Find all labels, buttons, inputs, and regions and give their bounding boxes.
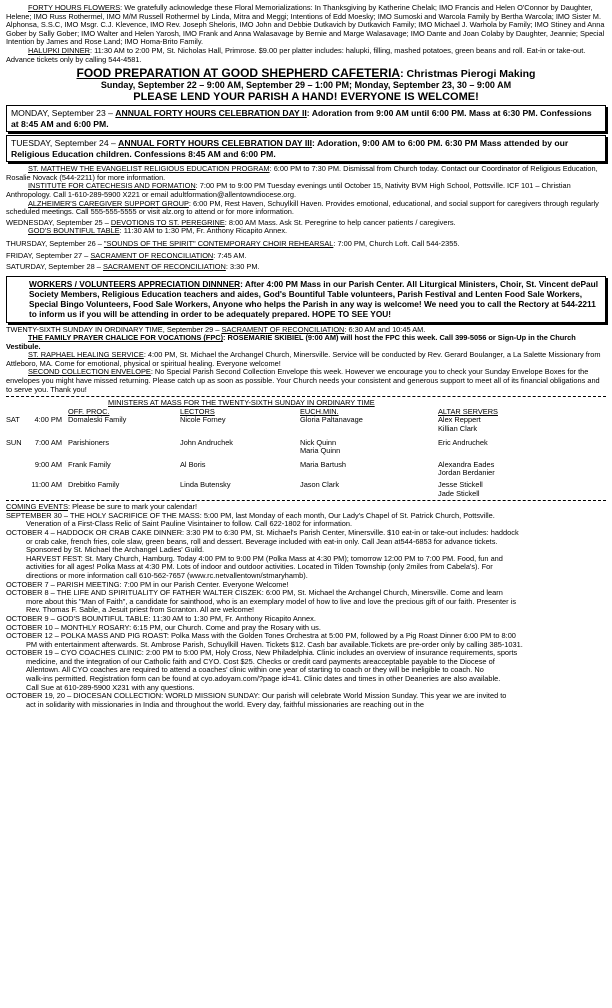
row-lectors: Nicole Forney — [180, 415, 226, 425]
catechesis — [6, 182, 606, 199]
list-item: OCTOBER 8 – THE LIFE AND SPIRITUALITY OF FATHER WALTER CISZEK: 6:00 PM, St. Michael the Archangel Church, Minersville. Come and learn — [6, 588, 503, 598]
friday-heading: SACRAMENT OF RECONCILIATION — [90, 250, 214, 260]
row-day — [6, 461, 26, 478]
wednesday-date: WEDNESDAY, September 25 – — [6, 217, 111, 227]
ministers-title: MINISTERS AT MASS FOR THE TWENTY-SIXTH SUNDAY IN ORDINARY TIME — [108, 398, 375, 408]
forty-hours-day2-box — [6, 105, 606, 132]
day2-text: : Adoration from 9:00 AM until 6:00 PM. Mass at 6:30 PM. Confessions at 8:45 AM and 6:00 PM. — [11, 108, 592, 129]
row-server: Alexandra Eades — [438, 459, 495, 469]
table-row — [6, 439, 606, 456]
coming-events-intro-text: : Please be sure to mark your calendar! — [68, 502, 198, 512]
col-proc: OFF. PROC. — [68, 406, 110, 416]
list-item: OCTOBER 12 – POLKA MASS AND PIG ROAST: Polka Mass with the Golden Tones Orchestra at 5:00 PM, followed by a Pig Roast Dinner 6:00 PM to 8:00 — [6, 631, 516, 641]
saturday-text: : 3:30 PM. — [225, 262, 260, 272]
catechesis-heading: INSTITUTE FOR CATECHESIS AND FORMATION — [28, 181, 196, 191]
row-time: 11:00 AM — [31, 480, 62, 489]
halupki-heading: HALUPKI DINNER — [28, 45, 91, 55]
religious-ed — [6, 165, 606, 182]
list-item: OCTOBER 19 – CYO COACHES CLINIC: 2:00 PM to 5:00 PM, Holy Cross, New Philadelphia. Clinic includes an overview of insurance requirements, sports — [6, 648, 518, 658]
list-item: more about this "Man of Faith", a candidate for sainthood, who is an exemplary model of how to live and love the precious gift of our faith. Presenter is — [26, 596, 517, 606]
col-lectors: LECTORS — [180, 406, 215, 416]
table-row — [6, 481, 606, 498]
alzheimers-heading: ALZHEIMER'S CAREGIVER SUPPORT GROUP — [28, 198, 189, 208]
list-item: HARVEST FEST: St. Mary Church, Hamburg. Today 4:00 PM to 9:00 PM (Polka Mass at 4:30 PM); tomorrow 12:00 PM to 7:00 PM. Food, fun and — [26, 553, 503, 563]
healing-heading: ST. RAPHAEL HEALING SERVICE — [28, 350, 144, 360]
thursday-date: THURSDAY, September 26 – — [6, 238, 104, 248]
sunday-26-date: TWENTY-SIXTH SUNDAY IN ORDINARY TIME, September 29 – — [6, 324, 222, 334]
row-euch: Jason Clark — [300, 480, 340, 489]
saturday — [6, 263, 606, 272]
row-day: SAT — [6, 415, 20, 425]
ministers-table — [6, 408, 606, 498]
halupki-text: : 11:30 AM to 2:00 PM, St. Nicholas Hall, Primrose. $9.00 per platter includes: halupki, filling, mashed potatoes, green beans and roll. Eat-in or take-out. Advance tickets only by calling 544-4581. — [6, 45, 586, 64]
list-item: Rev. Thomas F. Sable, a Jesuit priest from Scranton. All are welcome! — [26, 605, 255, 615]
row-day: SUN — [6, 437, 22, 447]
divider — [6, 396, 606, 397]
row-server: Jesse Stickell — [438, 480, 483, 489]
food-prep-heading — [6, 67, 606, 80]
row-time: 4:00 PM — [34, 415, 62, 425]
fpc — [6, 334, 606, 351]
row-proc: Drebitko Family — [68, 480, 120, 489]
friday-text: : 7:45 AM. — [213, 250, 247, 260]
coming-events-heading: COMING EVENTS — [6, 502, 69, 512]
row-euch: Gloria Paltanavage — [300, 415, 363, 425]
list-item: OCTOBER 19, 20 – DIOCESAN COLLECTION: WORLD MISSION SUNDAY: Our parish will celebrate World Mission Sunday. This year we are invited to — [6, 691, 507, 701]
workers-appreciation-box — [6, 276, 606, 323]
coming-events-list — [6, 512, 606, 710]
list-item: directions or more information call 610-562-7657 (www.rc.netvallentown/stmaryhamb). — [26, 570, 308, 580]
food-prep-subtitle: : Christmas Pierogi Making — [400, 68, 536, 81]
collection-heading: SECOND COLLECTION ENVELOPE — [28, 367, 151, 377]
religious-ed-text: : 6:00 PM to 7:30 PM. Dismissal from Church today. Contact our Coordinator of Religious Education, Rosalie Novack (544-2211) for more information. — [6, 164, 598, 182]
row-time: 9:00 AM — [34, 459, 62, 469]
saturday-date: SATURDAY, September 28 – — [6, 262, 103, 272]
row-proc: Domaleski Family — [68, 415, 127, 425]
row-lectors: Linda Butensky — [180, 480, 231, 489]
list-item: Veneration of a First-Class Relic of Saint Pauline Visintainer to follow. Call 622-1802 for information. — [26, 519, 353, 529]
gods-table — [6, 227, 606, 236]
friday-date: FRIDAY, September 27 – — [6, 250, 91, 260]
healing-service — [6, 351, 606, 368]
row-proc: Parishioners — [68, 437, 110, 447]
list-item: walk-ins permitted. Registration form can be found at cyo.adoyam.com/?page id=41. Clinic dates and times in other Deaneries are also available. — [26, 674, 501, 684]
thursday-heading: "SOUNDS OF THE SPIRIT" CONTEMPORARY CHOIR REHEARSAL — [103, 238, 334, 248]
row-time: 7:00 AM — [34, 437, 62, 447]
row-euch: Nick Quinn — [300, 437, 337, 447]
forty-hours-flowers-heading: FORTY HOURS FLOWERS — [28, 3, 121, 12]
row-server: Alex Reppert — [438, 415, 481, 425]
food-prep-call: PLEASE LEND YOUR PARISH A HAND! EVERYONE IS WELCOME! — [133, 90, 479, 103]
saturday-heading: SACRAMENT OF RECONCILIATION — [102, 262, 226, 272]
workers-text: : After 4:00 PM Mass in our Parish Center. All Liturgical Ministers, Choir, St. Vincent dePaul Society Members, Religious Education teachers and aides, God's Bountiful Table volunteers, Parish Festival and Lenten Food Sale Workers, Special Bingo Volunteers, Food Sale Workers, Anyone who helps the Parish in any way is welcome! We need you to call the Rectory at 544-2211 to inform us if you will be attending in order to be adequately prepared. HOPE TO SEE YOU! — [29, 278, 599, 320]
sunday-26-heading: SACRAMENT OF RECONCILIATION — [221, 324, 345, 334]
list-item: PM with entertainment afterwards. St. Ambrose Parish, Schuylkill Haven. Tickets $12. Cash bar available.Tickets are pre-order only by calling 385-1031. — [26, 639, 523, 649]
second-collection — [6, 368, 606, 394]
sunday-26-text: : 6:30 AM and 10:45 AM. — [344, 324, 426, 334]
workers-heading: WORKERS / VOLUNTEERS APPRECIATION DINNNER — [29, 278, 241, 289]
table-row — [6, 461, 606, 478]
coming-events — [6, 503, 606, 709]
row-proc: Frank Family — [68, 459, 111, 469]
thursday-text: : 7:00 PM, Church Loft. Call 544-2355. — [333, 238, 460, 248]
healing-text: : 4:00 PM, St. Michael the Archangel Church, Minersville. Service will be conducted by Rev. Gerard Boulanger, a La Salette Missionary from Attleboro, MA. Come for emotional, physical or spiritual healing. Everyone welcome! — [6, 350, 601, 368]
fpc-heading: THE FAMILY PRAYER CHALICE FOR VOCATIONS (FPC) — [28, 333, 224, 343]
friday — [6, 252, 606, 261]
day3-text: : Adoration, 9:00 AM to 6:00 PM. 6:30 PM Mass attended by our Religious Education children. Confessions 8:45 AM and 6:00 PM. — [11, 138, 569, 159]
food-prep-title: FOOD PREPARATION AT GOOD SHEPHERD CAFETERIA — [76, 66, 401, 81]
day3-date: TUESDAY, September 24 – — [11, 138, 119, 149]
gods-table-heading: GOD'S BOUNTIFUL TABLE — [28, 226, 120, 236]
row-euch: Maria Bartush — [300, 459, 347, 469]
forty-hours-flowers — [6, 4, 606, 47]
collection-text: : No Special Parish Second Collection Envelope this week. However we encourage you to check your Sunday Envelope Boxes for the envelopes you might have missed returning. Please catch up as soon as possible. Your Church needs your consistent and generous support to meet all of its financial obligations and to serve you. Thank you! — [6, 367, 600, 394]
wednesday-heading: DEVOTIONS TO ST. PEREGRINE — [110, 217, 225, 227]
row-server: Eric Andruchek — [438, 437, 488, 447]
forty-hours-flowers-text: : We gratefully acknowledge these Floral Memorializations: In Thanksgiving by Katherine Chelak; IMO Francis and Helen O'Connor by Daughter, Helene; IMO Russ Rothermel, IMO M/M Russell Rothermel by Linda, Mitra and Meggi; Intentions of Edd Moesky; IMO Sumoski and Warcola Family by Bertha Warcola; IMO Sister M. Alphonsa, S.S.C, IMO Msgr. C.J. Klevence, IMO Rev. Joseph Sheloris, IMO John and Debbie Dutkavich by Dutkavich Family; IMO Michael J. Warhola by Family; IMO Stiney and Anna Gober by Sally Gober; IMO Walter and Helen Yarosh, IMO Frank and Anna Walasavage by Bernie and Marge Walasavage; IMO Dante and Joan Colaby by Daughter, Jeannie; Special Intention by James and Rose Land; IMO Homa-Brito Family. — [6, 3, 605, 47]
table-row — [6, 416, 606, 433]
food-prep-notice — [6, 67, 606, 103]
row-server: Jordan Berdanier — [438, 468, 495, 478]
list-item: activities for all ages! Polka Mass at 4:30 PM. Lots of indoor and outdoor activities. Located in Tilden Township (only 2miles from Cabela's). For — [26, 562, 493, 572]
catechesis-text: : 7:00 PM to 9:00 PM Tuesday evenings until October 15, Nativity BVM High School, Pottsville. ICF 101 – Christian Anthropology. Call 1-610-289-5900 X221 or email adultformation@allentowndiocese.org. — [6, 181, 571, 199]
forty-hours-day3-box — [6, 135, 606, 162]
day3-heading: ANNUAL FORTY HOURS CELEBRATION DAY III — [118, 138, 313, 149]
divider — [6, 500, 606, 501]
list-item: OCTOBER 9 – GOD'S BOUNTIFUL TABLE: 11:30 AM to 1:30 PM, Fr. Anthony Ricapito Annex. — [6, 613, 316, 623]
religious-ed-heading: ST. MATTHEW THE EVANGELIST RELIGIOUS EDUCATION PROGRAM — [28, 164, 270, 174]
col-servers: ALTAR SERVERS — [438, 406, 498, 416]
day2-date: MONDAY, September 23 – — [11, 108, 116, 119]
row-lectors: Al Boris — [180, 459, 206, 469]
row-server: Killian Clark — [438, 424, 478, 434]
list-item: OCTOBER 10 – MONTHLY ROSARY: 6:15 PM, our Church. Come and pray the Rosary with us. — [6, 622, 321, 632]
thursday — [6, 240, 606, 249]
day2-heading: ANNUAL FORTY HOURS CELEBRATION DAY II — [115, 108, 307, 119]
list-item: act in solidarity with missionaries in India and throughout the world. Every day, faithful missionaries are reaching out in the — [26, 699, 424, 709]
list-item: medicine, and the integration of our Catholic faith and CYO. Cost $25. Checks or credit card payments areacceptable payable to the Diocese of — [26, 656, 495, 666]
row-server: Jade Stickell — [438, 488, 480, 498]
food-prep-dates: Sunday, September 22 – 9:00 AM, September 29 – 1:00 PM; Monday, September 23, 30 – 9:00 AM — [100, 80, 512, 91]
list-item: SEPTEMBER 30 – THE HOLY SACRIFICE OF THE MASS: 5:00 PM, last Monday of each month, Our Lady's Chapel of St. Patrick Church, Pottsville. — [6, 510, 495, 520]
row-lectors: John Andruchek — [180, 437, 234, 447]
row-euch: Maria Quinn — [300, 446, 341, 456]
list-item: Allentown. All CYO coaches are required to attend a coaches' clinic within one year of starting to coach or they will be ineligible to coach. No — [26, 665, 484, 675]
list-item: Sponsored by St. Michael the Archangel Ladies' Guild. — [26, 545, 205, 555]
list-item: OCTOBER 4 – HADDOCK OR CRAB CAKE DINNER: 3:30 PM to 6:30 PM, St. Michael's Parish Center, Minersville. $10 eat-in or take-out includes: haddock — [6, 527, 519, 537]
alzheimers — [6, 200, 606, 217]
row-day — [6, 481, 26, 498]
bulletin-page — [6, 4, 606, 709]
list-item: or crab cake, french fries, cole slaw, green beans, roll and dessert. Beverage included with eat-in only. Call Jean at544-6853 for advance tickets. — [26, 536, 498, 546]
col-euch: EUCH.MIN. — [300, 406, 339, 416]
list-item: OCTOBER 7 – PARISH MEETING: 7:00 PM in our Parish Center. Everyone Welcome! — [6, 579, 289, 589]
wednesday-text: : 8:00 AM Mass. Ask St. Peregrine to help cancer patients / caregivers. — [224, 217, 456, 227]
fpc-text: : ROSEMARIE SKIBIEL (9:00 AM) will host the FPC this week. Call 399-5056 or Sign-Up in the Church Vestibule. — [6, 333, 576, 351]
gods-table-text: : 11:30 AM to 1:30 PM, Fr. Anthony Ricapito Annex. — [119, 226, 288, 236]
list-item: Call Sue at 610-289-5900 X231 with any questions. — [26, 682, 195, 692]
halupki-dinner — [6, 47, 606, 64]
alzheimers-text: : 6:00 PM, Rest Haven, Schuylkill Haven. Provides emotional, educational, and social support for caregivers through regularly scheduled meetings. Call 555-555-5555 or visit alz.org to attend or for more information. — [6, 198, 599, 217]
